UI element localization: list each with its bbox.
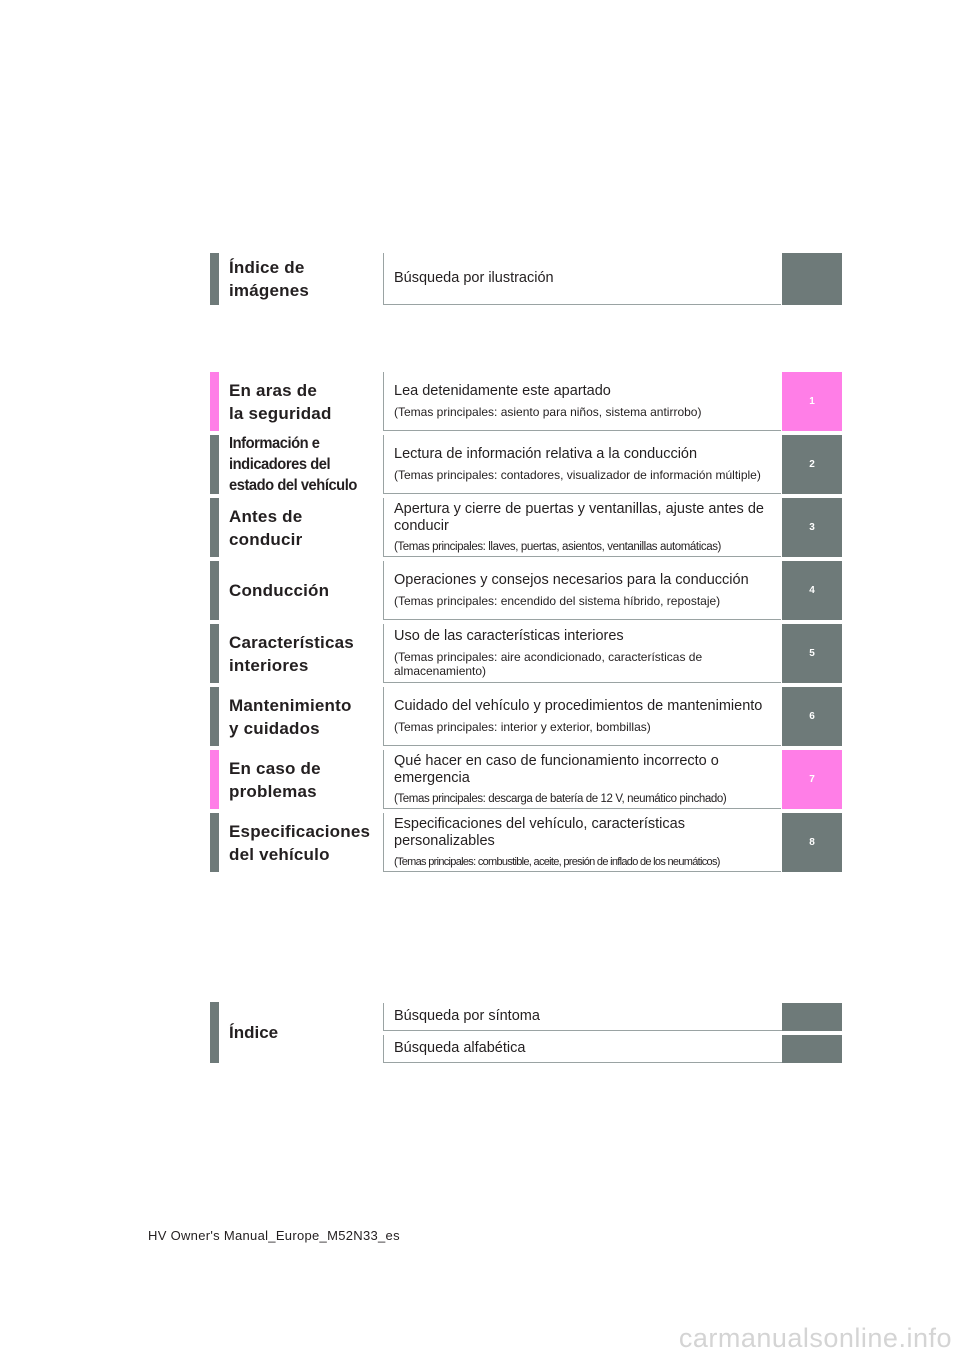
chapter-title: En aras de la seguridad (229, 380, 332, 423)
chapter-tab[interactable]: 3 (782, 498, 842, 557)
chapter-title: Características interiores (229, 632, 354, 675)
watermark: carmanualsonline.info (678, 1323, 952, 1353)
index-item-label: Búsqueda por síntoma (394, 1008, 540, 1024)
chapter-desc (383, 687, 781, 746)
chapter-bar (210, 435, 219, 494)
index-bar (210, 1002, 219, 1063)
chapter-tab[interactable]: 2 (782, 435, 842, 494)
chapter-main: Lectura de información relativa a la conducción (394, 446, 698, 462)
chapter-sub: (Temas principales: descarga de batería de 12 V, neumático pinchado) (394, 792, 727, 805)
chapter-main: Uso de las características interiores (394, 628, 624, 644)
section-desc (383, 253, 781, 305)
chapter-sub: (Temas principales: llaves, puertas, asientos, ventanillas automáticas) (394, 540, 721, 553)
chapter-desc (383, 435, 781, 494)
chapter-main: Lea detenidamente este apartado (394, 383, 611, 399)
chapter-bar (210, 372, 219, 431)
chapter-main: Especificaciones del vehículo, características personalizables (394, 815, 685, 849)
chapter-row-4[interactable] (210, 561, 842, 620)
index-item-label: Búsqueda alfabética (394, 1040, 526, 1056)
chapter-desc (383, 561, 781, 620)
chapter-title: En caso de problemas (229, 758, 321, 801)
index-item-tab[interactable] (782, 1003, 842, 1031)
chapter-bar (210, 624, 219, 683)
chapter-bar (210, 813, 219, 872)
chapter-bar (210, 687, 219, 746)
chapter-row-2[interactable] (210, 435, 842, 494)
index-item-alphabetical[interactable] (383, 1035, 842, 1063)
chapter-row-5[interactable] (210, 624, 842, 683)
chapter-desc (383, 624, 781, 683)
chapter-bar (210, 750, 219, 809)
chapter-sub: (Temas principales: encendido del sistema híbrido, repostaje) (394, 594, 721, 608)
chapter-tab[interactable]: 7 (782, 750, 842, 809)
section-desc-text: Búsqueda por ilustración (394, 270, 554, 286)
chapter-main: Cuidado del vehículo y procedimientos de mantenimiento (394, 698, 763, 714)
chapter-title: Conducción (229, 581, 330, 600)
chapter-title: Información e indicadores del estado del vehículo (229, 435, 357, 494)
chapter-row-8[interactable] (210, 813, 842, 872)
chapter-sub: (Temas principales: interior y exterior, bombillas) (394, 720, 651, 734)
chapter-tab[interactable]: 8 (782, 813, 842, 872)
chapter-tab[interactable]: 1 (782, 372, 842, 431)
chapter-title: Antes de conducir (229, 506, 303, 549)
chapter-title: Mantenimiento y cuidados (229, 695, 352, 738)
chapter-row-1[interactable] (210, 372, 842, 431)
index-item-desc (383, 1003, 782, 1031)
section-bar (210, 253, 219, 305)
chapter-sub: (Temas principales: asiento para niños, sistema antirrobo) (394, 405, 702, 419)
chapter-sub: (Temas principales: aire acondicionado, características de almacenamiento) (394, 650, 703, 678)
chapter-row-6[interactable] (210, 687, 842, 746)
section-tab[interactable] (782, 253, 842, 305)
chapter-row-3[interactable] (210, 498, 842, 557)
index-title: Índice (229, 1022, 279, 1042)
chapter-bar (210, 498, 219, 557)
section-title: Índice de imágenes (229, 258, 310, 300)
index-item-desc (383, 1035, 782, 1063)
index-item-symptom[interactable] (383, 1003, 842, 1031)
chapter-sub: (Temas principales: combustible, aceite, presión de inflado de los neumáticos) (394, 855, 720, 868)
footer-text: HV Owner's Manual_Europe_M52N33_es (148, 1228, 400, 1243)
chapter-main: Operaciones y consejos necesarios para la conducción (394, 572, 749, 588)
chapter-desc (383, 750, 781, 809)
chapter-desc (383, 813, 781, 872)
chapter-bar (210, 561, 219, 620)
chapter-row-7[interactable] (210, 750, 842, 809)
chapter-desc (383, 372, 781, 431)
chapter-tab[interactable]: 6 (782, 687, 842, 746)
chapter-main: Apertura y cierre de puertas y ventanillas, ajuste antes de conducir (394, 500, 764, 534)
chapter-main: Qué hacer en caso de funcionamiento incorrecto o emergencia (394, 752, 719, 786)
index-item-tab[interactable] (782, 1035, 842, 1063)
chapter-sub: (Temas principales: contadores, visualizador de información múltiple) (394, 468, 761, 482)
image-index-section[interactable] (210, 253, 842, 305)
chapter-tab[interactable]: 5 (782, 624, 842, 683)
chapter-tab[interactable]: 4 (782, 561, 842, 620)
chapter-desc (383, 498, 781, 557)
chapter-title: Especificaciones del vehículo (229, 821, 371, 864)
